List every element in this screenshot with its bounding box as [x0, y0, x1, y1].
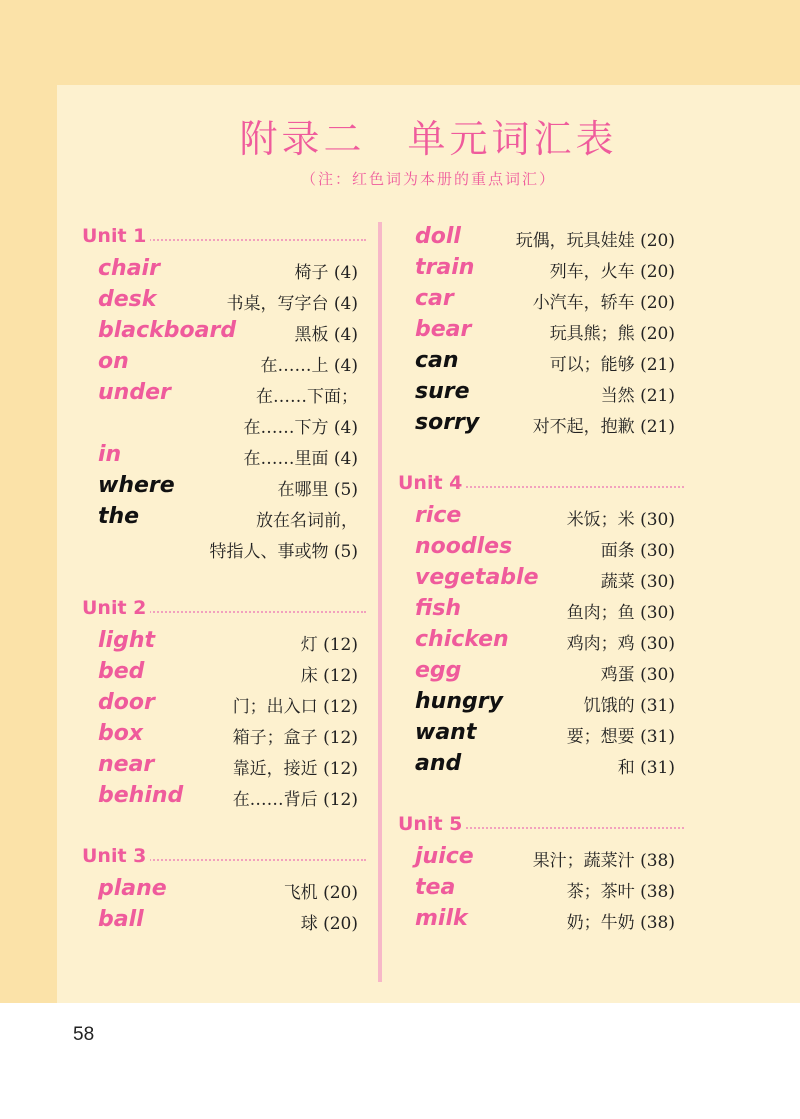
unit-heading-label: Unit 4: [398, 472, 466, 494]
vocab-meaning: 在……下方 (4): [243, 418, 358, 438]
vocab-entry: [415, 875, 675, 905]
unit-heading: [82, 225, 366, 249]
vocab-entry: [415, 348, 675, 378]
vocab-meaning: 在……里面 (4): [243, 449, 358, 469]
vocab-meaning: 鸡蛋 (30): [600, 665, 675, 685]
unit-heading-label: Unit 3: [82, 845, 150, 867]
vocab-entry: [415, 317, 675, 347]
vocab-word: chicken: [415, 627, 509, 652]
vocab-word: where: [98, 473, 175, 498]
note-text: （注：红色词为本册的重点词汇）: [300, 170, 556, 188]
vocab-meaning: 和 (31): [617, 758, 675, 778]
vocab-word: box: [98, 721, 144, 746]
vocab-word: the: [98, 504, 140, 529]
vocab-entry: [415, 565, 675, 595]
vocab-entry: [415, 844, 675, 874]
vocab-entry: [415, 379, 675, 409]
vocab-meaning: 鱼肉；鱼 (30): [566, 603, 675, 623]
vocab-entry: [98, 535, 358, 565]
unit-heading: [398, 813, 684, 837]
vocab-meaning: 蔬菜 (30): [600, 572, 675, 592]
vocab-meaning: 列车，火车 (20): [549, 262, 675, 282]
vocab-entry: [98, 628, 358, 658]
vocab-entry: [415, 255, 675, 285]
vocab-entry: [415, 906, 675, 936]
unit-heading-label: Unit 2: [82, 597, 150, 619]
vocab-entry: [98, 690, 358, 720]
vocab-entry: [415, 224, 675, 254]
vocab-word: train: [415, 255, 475, 280]
vocab-meaning: 特指人、事或物 (5): [209, 542, 358, 562]
vocab-meaning: 箱子；盒子 (12): [232, 728, 358, 748]
vocab-word: ball: [98, 907, 144, 932]
vocab-entry: [98, 318, 358, 348]
vocab-entry: [98, 411, 358, 441]
vocab-entry: [415, 658, 675, 688]
vocab-entry: [98, 752, 358, 782]
vocab-meaning: 书桌，写字台 (4): [226, 294, 358, 314]
vocab-entry: [415, 410, 675, 440]
vocab-word: hungry: [415, 689, 503, 714]
unit-heading: [398, 472, 684, 496]
vocab-meaning: 要；想要 (31): [566, 727, 675, 747]
vocab-meaning: 鸡肉；鸡 (30): [566, 634, 675, 654]
vocab-entry: [415, 751, 675, 781]
vocab-meaning: 放在名词前，: [256, 511, 358, 531]
vocab-meaning: 当然 (21): [600, 386, 675, 406]
vocab-meaning: 在……上 (4): [260, 356, 358, 376]
vocab-entry: [415, 627, 675, 657]
vocab-meaning: 玩偶，玩具娃娃 (20): [515, 231, 675, 251]
vocab-word: car: [415, 286, 454, 311]
unit-heading: [82, 597, 366, 621]
vocab-word: behind: [98, 783, 184, 808]
vocab-entry: [98, 721, 358, 751]
vocab-meaning: 椅子 (4): [294, 263, 358, 283]
vocab-word: egg: [415, 658, 462, 683]
vocab-word: light: [98, 628, 156, 653]
vocab-meaning: 门；出入口 (12): [232, 697, 358, 717]
vocab-entry: [98, 504, 358, 534]
vocab-entry: [98, 876, 358, 906]
vocab-entry: [98, 907, 358, 937]
vocab-meaning: 米饭；米 (30): [566, 510, 675, 530]
vocab-word: door: [98, 690, 155, 715]
vocab-meaning: 黑板 (4): [294, 325, 358, 345]
vocab-word: bear: [415, 317, 472, 342]
vocab-word: rice: [415, 503, 462, 528]
vocab-word: plane: [98, 876, 167, 901]
vocab-meaning: 奶；牛奶 (38): [566, 913, 675, 933]
vocab-word: near: [98, 752, 155, 777]
vocab-entry: [98, 659, 358, 689]
vocab-meaning: 果汁；蔬菜汁 (38): [532, 851, 675, 871]
vocab-meaning: 飞机 (20): [283, 883, 358, 903]
vocab-word: vegetable: [415, 565, 539, 590]
vocab-word: milk: [415, 906, 468, 931]
page-number: 58: [73, 1024, 95, 1045]
column-divider: [378, 222, 382, 982]
vocab-word: in: [98, 442, 122, 467]
vocab-word: doll: [415, 224, 461, 249]
vocab-entry: [98, 473, 358, 503]
vocab-word: blackboard: [98, 318, 237, 343]
vocab-word: on: [98, 349, 129, 374]
page-title: 附录二 单元词汇表: [239, 117, 618, 161]
vocab-entry: [415, 720, 675, 750]
vocab-meaning: 球 (20): [300, 914, 358, 934]
vocab-word: can: [415, 348, 459, 373]
vocab-word: fish: [415, 596, 462, 621]
vocab-word: desk: [98, 287, 157, 312]
vocab-word: under: [98, 380, 171, 405]
vocab-entry: [415, 596, 675, 626]
vocab-meaning: 在哪里 (5): [277, 480, 358, 500]
vocab-meaning: 靠近，接近 (12): [232, 759, 358, 779]
vocab-meaning: 床 (12): [300, 666, 358, 686]
vocab-word: juice: [415, 844, 474, 869]
vocab-meaning: 灯 (12): [300, 635, 358, 655]
vocab-word: sure: [415, 379, 470, 404]
vocab-entry: [98, 442, 358, 472]
vocab-word: bed: [98, 659, 145, 684]
vocab-entry: [98, 380, 358, 410]
vocab-entry: [98, 256, 358, 286]
vocab-meaning: 在……背后 (12): [232, 790, 358, 810]
vocab-word: and: [415, 751, 462, 776]
vocab-entry: [415, 286, 675, 316]
vocab-word: noodles: [415, 534, 513, 559]
vocab-meaning: 对不起，抱歉 (21): [532, 417, 675, 437]
vocab-meaning: 小汽车，轿车 (20): [532, 293, 675, 313]
vocab-entry: [415, 689, 675, 719]
unit-heading-label: Unit 1: [82, 225, 150, 247]
vocab-meaning: 可以；能够 (21): [549, 355, 675, 375]
vocab-entry: [98, 783, 358, 813]
vocab-word: want: [415, 720, 477, 745]
vocab-entry: [415, 503, 675, 533]
vocab-meaning: 茶；茶叶 (38): [566, 882, 675, 902]
vocab-word: chair: [98, 256, 160, 281]
vocab-meaning: 玩具熊；熊 (20): [549, 324, 675, 344]
vocab-meaning: 面条 (30): [600, 541, 675, 561]
vocab-word: sorry: [415, 410, 480, 435]
vocab-entry: [98, 349, 358, 379]
vocab-entry: [98, 287, 358, 317]
unit-heading-label: Unit 5: [398, 813, 466, 835]
vocab-entry: [415, 534, 675, 564]
vocab-word: tea: [415, 875, 456, 900]
vocab-meaning: 在……下面；: [256, 387, 358, 407]
unit-heading: [82, 845, 366, 869]
vocab-meaning: 饥饿的 (31): [583, 696, 675, 716]
